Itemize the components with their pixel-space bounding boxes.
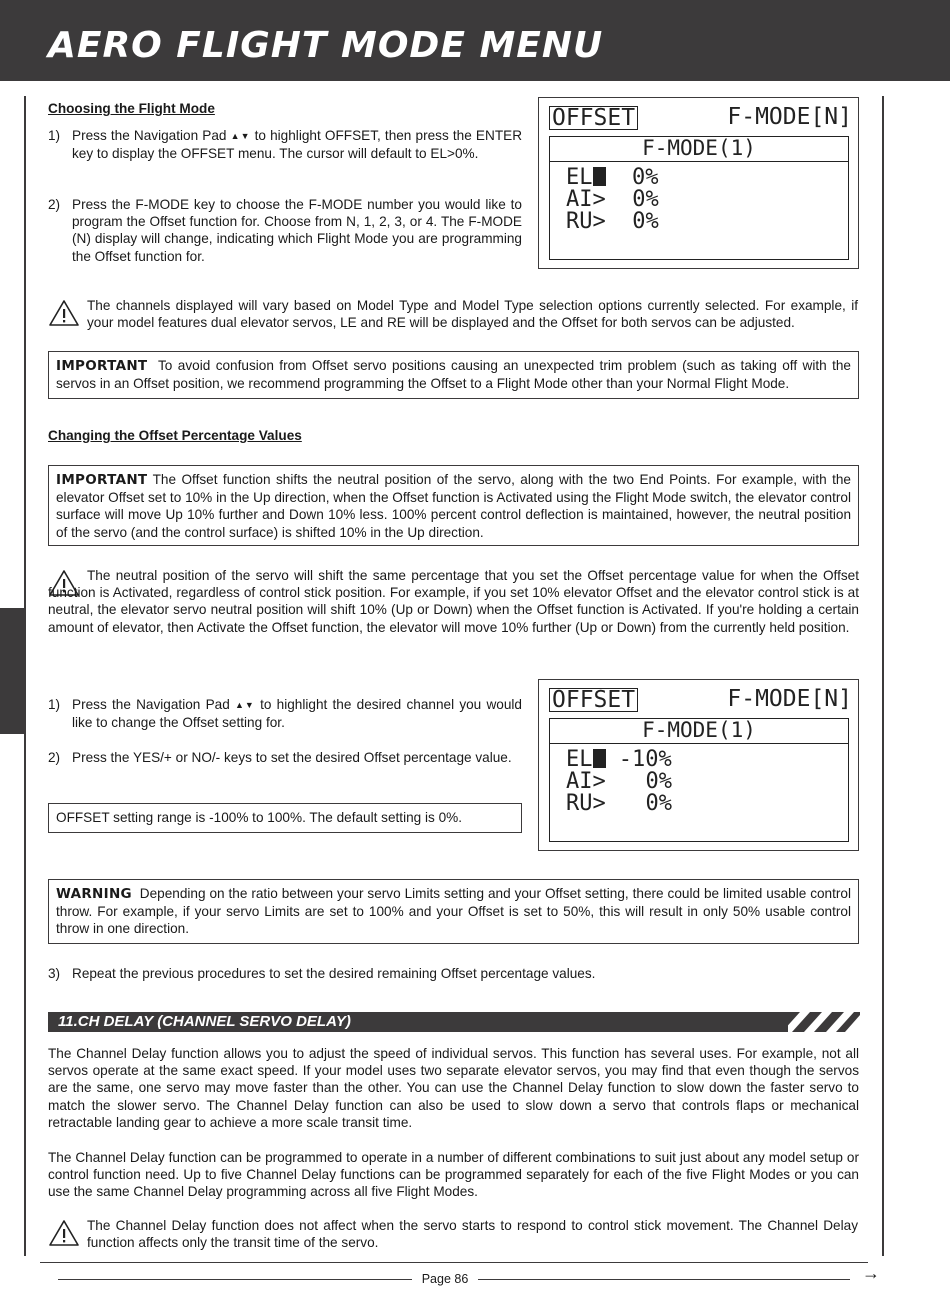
ch-delay-note: The Channel Delay function does not affect when the servo starts to respond to control stick movement. The Channel Delay function affects only the transit time of the servo. [87,1218,858,1251]
lcd-fmode-label: F-MODE[N] [727,104,852,130]
offset-range-box: OFFSET setting range is -100% to 100%. The default setting is 0%. [48,803,522,833]
step-text: to highlight the desired channel you would like to change the Offset setting for. [72,697,522,731]
up-down-arrows-icon: ▲▼ [230,131,251,141]
step-text: Repeat the previous procedures to set the desired remaining Offset percentage values. [72,966,596,981]
step-2 [48,196,522,265]
step-1-change [48,696,522,731]
lcd-offset-label: OFFSET [549,688,638,712]
step-3 [48,965,859,982]
lcd-cursor [593,167,606,186]
ch-delay-paragraph-2: The Channel Delay function can be programmed to operate in a number of different combinations to suit just about any model setup or control function need. Up to five Channel Delay functions can be programmed separately for each of the five Flight Modes or you can use the same Channel Delay programming across all five Flight Modes. [48,1150,859,1200]
important-tag: IMPORTANT [56,472,148,488]
page-title: AERO FLIGHT MODE MENU [48,25,604,66]
lcd-subtitle: F-MODE(1) [550,719,848,744]
important-text: To avoid confusion from Offset servo positions causing an unexpected trim problem (such as taking off with the servos in an Offset position, we recommend programming the Offset to a Flight Mode other than your Normal Flight Mode. [56,358,851,392]
lcd-fmode-label: F-MODE[N] [727,686,852,712]
important-text: The Offset function shifts the neutral position of the servo, along with the two End Points. For example, with the elevator Offset set to 10% in the Up direction, when the Offset function is Activated using the Flight Mode switch, the elevator control surface will move Up 10% further and Down 10% less. 100% percent control deflection is maintained, however, the neutral position of the servo (and the control surface) is shifted 10% in the Up direction. [56,472,851,540]
section-title-bar [48,1012,788,1032]
lcd-screen-offset-default [538,97,859,269]
footer-top-rule [40,1262,868,1263]
step-1 [48,127,522,162]
next-page-arrow-icon: → [862,1263,880,1283]
step-number: 1) [48,697,61,712]
side-tab [0,608,24,734]
step-number: 1) [48,128,61,143]
neutral-position-note: The neutral position of the servo will shift the same percentage that you set the Offset percentage value for when the Offset function is Activated, regardless of control stick position. For example, if you set 10% elevator Offset and the elevator control stick is at neutral, the elevator servo neutral position will shift 10% (Up or Down) when the Offset function is Activated. If you're holding a certain amount of elevator, then Activate the Offset function, the elevator will move 10% further (Up or Down) from the currently held position. [48,568,859,635]
warning-triangle-icon [48,1219,80,1247]
lcd-row-el: EL -10% [566,747,672,772]
lcd-offset-label: OFFSET [549,106,638,130]
step-number: 2) [48,750,61,765]
lcd-screen-offset-minus10 [538,679,859,851]
warning-tag: WARNING [56,886,132,902]
section-stripes-decoration [770,1012,860,1032]
warning-text: Depending on the ratio between your servo Limits setting and your Offset setting, there could be limited usable control throw. For example, if your servo Limits are set to 100% and your Offset is set to 50%, this will result in only 50% usable control throw in one direction. [56,886,851,937]
lcd-row-ru: RU> 0% [566,209,659,234]
step-text: Press the Navigation Pad [72,697,230,712]
lcd-row-ai: AI> 0% [566,769,672,794]
warning-box [48,879,859,944]
important-box-2 [48,465,859,546]
lcd-row-ru: RU> 0% [566,791,672,816]
important-box-1 [48,351,859,399]
up-down-arrows-icon: ▲▼ [235,700,255,710]
left-margin-rule [24,96,26,1256]
footer-rule-right [478,1279,850,1280]
channels-note: The channels displayed will vary based on Model Type and Model Type selection options currently selected. For example, if your model features dual elevator servos, LE and RE will be displayed and the Offset for both servos can be adjusted. [87,298,858,331]
ch-delay-paragraph-1: The Channel Delay function allows you to adjust the speed of individual servos. This function has several uses. For example, not all servos operate at the same exact speed. If your model uses two separate elevator servos, you may find that even though the servos are the same, one servo may move faster than the other. You can use the Channel Delay function to slow down the faster servo to match the slower servo. The Channel Delay function can also be used to slow down a servo that controls flaps or mechanical retractable landing gear to achieve a more scale transit time. [48,1046,859,1130]
right-margin-rule [882,96,884,1256]
ch-delay-section-title: 11.CH DELAY (CHANNEL SERVO DELAY) [58,1013,351,1030]
step-text: Press the F-MODE key to choose the F-MODE number you would like to program the Offset function for. Choose from N, 1, 2, 3, or 4. The F-MODE (N) display will change, indicating which Flight Mode you are programming the Offset function for. [72,197,522,264]
important-tag: IMPORTANT [56,358,148,374]
page-number: Page 86 [421,1272,469,1286]
step-text: to highlight OFFSET, then press the ENTER key to display the OFFSET menu. The cursor will default to EL>0%. [72,128,523,162]
step-number: 3) [48,966,61,981]
step-2-change [48,749,522,766]
choosing-flight-mode-heading: Choosing the Flight Mode [48,101,215,116]
page-header [0,0,950,81]
lcd-row-el: EL 0% [566,165,659,190]
warning-triangle-icon [48,299,80,327]
lcd-row-ai: AI> 0% [566,187,659,212]
step-text: Press the YES/+ or NO/- keys to set the desired Offset percentage value. [72,750,512,765]
step-number: 2) [48,197,61,212]
lcd-subtitle: F-MODE(1) [550,137,848,162]
footer-rule-left [58,1279,412,1280]
step-text: Press the Navigation Pad [72,128,227,143]
lcd-cursor [593,749,606,768]
changing-offset-heading: Changing the Offset Percentage Values [48,428,302,443]
